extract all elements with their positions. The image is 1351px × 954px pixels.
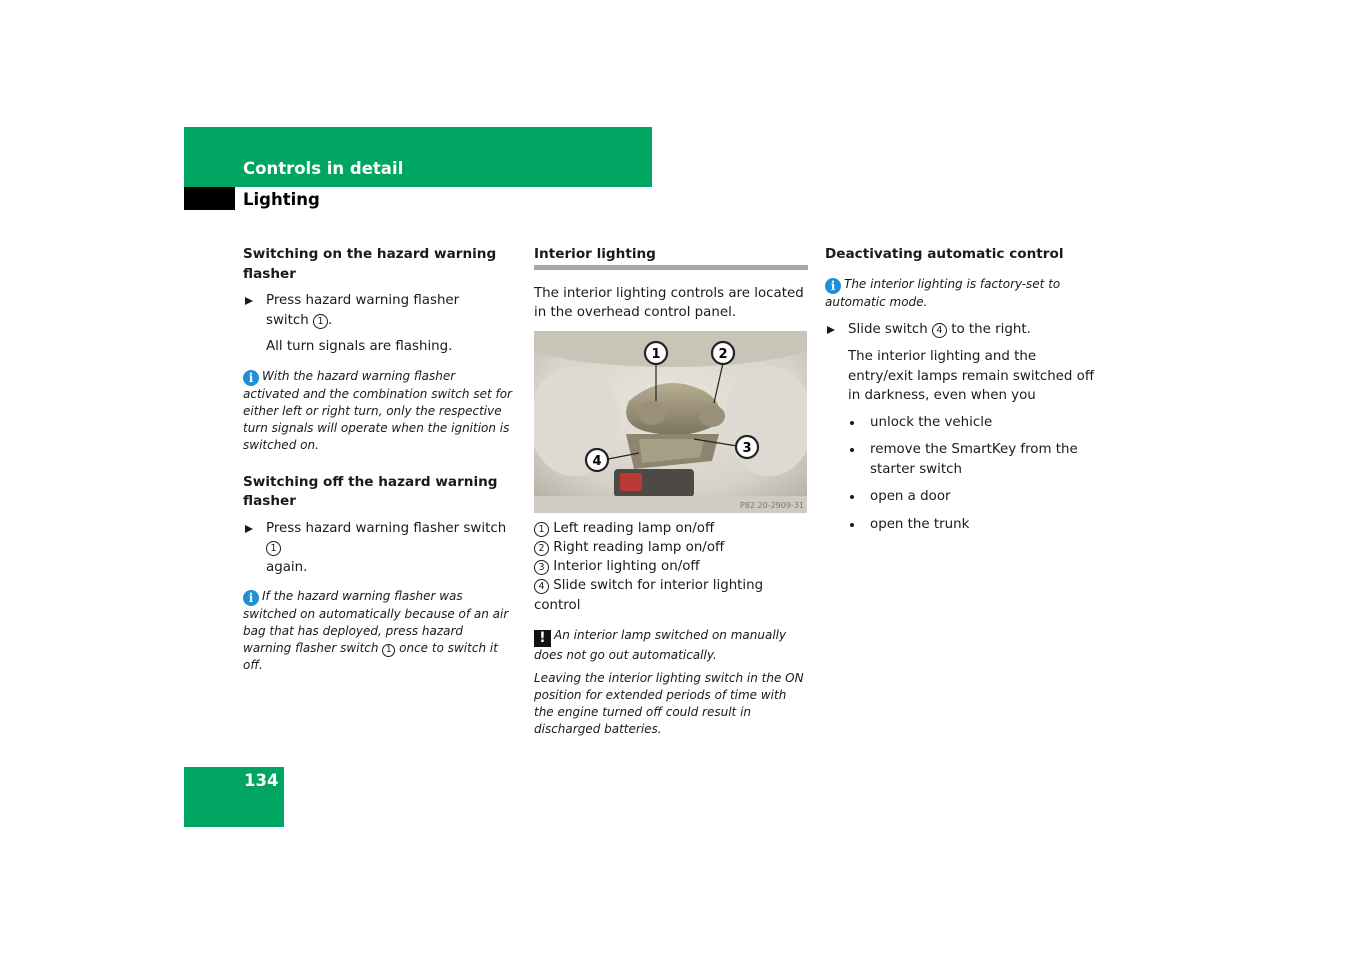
step-arrow-icon [245, 297, 253, 305]
heading-hazard-off: Switching off the hazard warning flasher [243, 473, 498, 509]
legend-list [534, 519, 808, 615]
header-bar [184, 127, 652, 187]
legend-item: 3 Interior lighting on/off [534, 557, 808, 576]
bullet-dot-icon [850, 495, 854, 499]
image-code: P82.20-2909-31 [739, 500, 804, 510]
warning-note-detail: Leaving the interior lighting switch in the ON position for extended periods of time with the engine turned off could result in discharged batteries. [534, 670, 804, 736]
svg-text:3: 3 [742, 440, 752, 456]
callout-number: 1 [313, 314, 328, 329]
legend-item: 2 Right reading lamp on/off [534, 538, 808, 557]
heading-hazard-on: Switching on the hazard warning flasher [243, 246, 497, 282]
section-tab-marker [184, 187, 235, 210]
info-icon: i [243, 590, 259, 606]
result-text: The interior lighting and the entry/exit lamps remain switched off in darkness, even when you [848, 349, 1095, 403]
callout-4-marker [586, 449, 608, 471]
intro-text: The interior lighting controls are located in the overhead control panel. [534, 285, 804, 320]
bullet-dot-icon [850, 448, 854, 452]
callout-1-marker [645, 342, 667, 364]
callout-number: 1 [382, 644, 395, 657]
bullet-dot-icon [850, 421, 854, 425]
heading-deactivating-auto: Deactivating automatic control [825, 246, 1064, 262]
warning-note: ! An interior lamp switched on manually does not go out automatically. [534, 627, 787, 662]
info-note: i The interior lighting is factory-set to automatic mode. [825, 276, 1061, 309]
heading-interior-lighting: Interior lighting [534, 246, 656, 262]
info-note: i With the hazard warning flasher activated and the combination switch set for either left or right turn, only the respective turn signals will operate when the ignition is switched on. [243, 368, 512, 452]
step-arrow-icon [827, 326, 835, 334]
svg-text:4: 4 [592, 453, 602, 469]
result-text: All turn signals are flashing. [266, 339, 453, 354]
svg-text:1: 1 [651, 346, 661, 362]
callout-3-marker [736, 436, 758, 458]
svg-text:2: 2 [718, 346, 728, 362]
list-item: remove the SmartKey from the starter switch [825, 440, 1100, 479]
overhead-panel-photo [534, 331, 807, 513]
column-hazard-flasher [243, 245, 515, 674]
callout-number: 4 [932, 323, 947, 338]
column-interior-lighting [534, 245, 808, 738]
column-automatic-control [825, 245, 1100, 534]
legend-item: 4 Slide switch for interior lighting control [534, 578, 764, 613]
callout-number: 1 [266, 541, 281, 556]
info-note: i If the hazard warning flasher was switched on automatically because of an air bag that has deployed, press hazard warning flasher switch 1 once to switch it off. [243, 589, 509, 672]
subsection-title: Lighting [243, 190, 320, 209]
list-item: open a door [825, 487, 1100, 507]
step-hazard-on: Press hazard warning flasher switch 1 . [243, 291, 515, 330]
info-icon: i [243, 370, 259, 386]
section-title: Controls in detail [243, 159, 404, 178]
callout-2-marker [712, 342, 734, 364]
warning-icon: ! [534, 630, 551, 647]
list-item: unlock the vehicle [825, 413, 1100, 433]
list-item: open the trunk [825, 515, 1100, 535]
step-arrow-icon [245, 525, 253, 533]
page-number: 134 [244, 771, 279, 790]
legend-item: 1 Left reading lamp on/off [534, 519, 808, 538]
step-slide-switch: Slide switch 4 to the right. [825, 320, 1100, 340]
step-hazard-off: Press hazard warning flasher switch 1 again. [243, 519, 515, 578]
bullet-dot-icon [850, 523, 854, 527]
info-icon: i [825, 278, 841, 294]
